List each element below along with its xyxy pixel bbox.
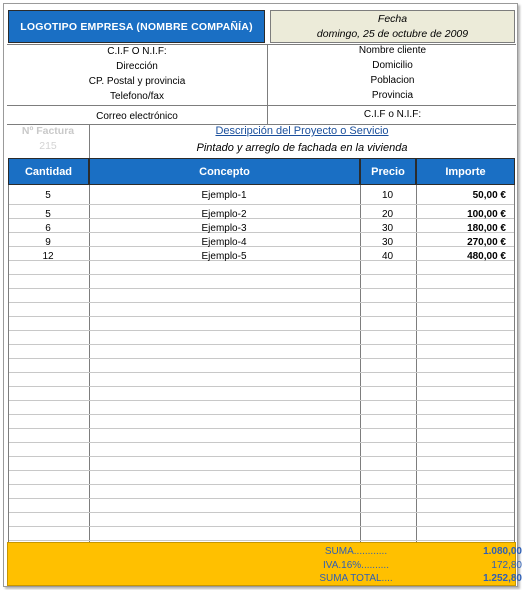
row-amount: 480,00 € [467,251,506,262]
grid-line [9,540,514,541]
row-concept[interactable]: Ejemplo-3 [201,223,247,234]
row-quantity[interactable]: 9 [45,237,51,248]
vat-label: IVA.16%.......... [323,560,389,571]
grid-line [9,512,514,513]
grid-line [9,344,514,345]
date-value[interactable]: domingo, 25 de octubre de 2009 [316,28,469,40]
row-price[interactable]: 30 [381,237,394,248]
client-city[interactable]: Poblacion [370,75,415,86]
row-concept[interactable]: Ejemplo-1 [201,190,247,201]
grid-line [9,274,514,275]
row-quantity[interactable]: 12 [42,251,54,262]
vat-value: 172,80 [491,560,522,571]
row-price[interactable]: 10 [381,190,394,201]
client-name[interactable]: Nombre cliente [358,45,427,56]
grid-line [9,330,514,331]
invoice-number-label: Nº Factura [21,125,75,137]
client-address[interactable]: Domicilio [372,60,413,71]
grid-line [9,302,514,303]
row-quantity[interactable]: 5 [45,190,51,201]
grid-line [9,288,514,289]
row-concept[interactable]: Ejemplo-4 [201,237,247,248]
grid-line [9,498,514,499]
totals-box [7,542,522,586]
row-price[interactable]: 20 [381,209,394,220]
client-cif[interactable]: C.I.F o N.I.F: [363,109,422,120]
divider [267,44,268,124]
row-amount: 50,00 € [472,190,506,201]
total-label: SUMA TOTAL.... [319,573,393,584]
grid-line [9,372,514,373]
grid-line [9,316,514,317]
grid-line [9,470,514,471]
sender-cif[interactable]: C.I.F O N.I.F: [107,46,167,57]
grid-line [9,484,514,485]
row-price[interactable]: 40 [381,251,394,262]
sender-email[interactable]: Correo electrónico [96,111,178,122]
grid-line [9,400,514,401]
grid-line [9,442,514,443]
divider [268,105,516,106]
sender-postal[interactable]: CP. Postal y provincia [88,76,186,87]
divider [7,105,267,106]
sum-label: SUMA............ [324,546,388,557]
company-logo: LOGOTIPO EMPRESA (NOMBRE COMPAÑÍA) [8,10,265,43]
date-box [270,10,515,43]
row-amount: 270,00 € [467,237,506,248]
row-quantity[interactable]: 5 [45,209,51,220]
grid-line [9,358,514,359]
grid-line [9,414,514,415]
row-amount: 100,00 € [467,209,506,220]
header-price: Precio [360,158,416,185]
row-concept[interactable]: Ejemplo-2 [201,209,247,220]
grid-line [9,428,514,429]
row-amount: 180,00 € [467,223,506,234]
grid-line [9,386,514,387]
grid-line [9,204,514,205]
sender-phone[interactable]: Telefono/fax [110,91,164,102]
invoice-number[interactable]: 215 [39,140,57,152]
sender-address[interactable]: Dirección [116,61,158,72]
row-quantity[interactable]: 6 [45,223,51,234]
header-quantity: Cantidad [8,158,89,185]
grid-line [9,526,514,527]
row-price[interactable]: 30 [381,223,394,234]
grid-line [9,456,514,457]
description-text[interactable]: Pintado y arreglo de fachada en la vivienda [196,142,408,154]
header-concept: Concepto [89,158,360,185]
column-line [514,185,515,542]
total-value: 1.252,80 [483,573,522,584]
divider [89,124,90,158]
description-title: Descripción del Proyecto o Servicio [215,125,389,137]
date-label: Fecha [377,13,408,25]
header-amount: Importe [416,158,515,185]
sum-value: 1.080,00 [483,546,522,557]
row-concept[interactable]: Ejemplo-5 [201,251,247,262]
client-province[interactable]: Provincia [371,90,414,101]
